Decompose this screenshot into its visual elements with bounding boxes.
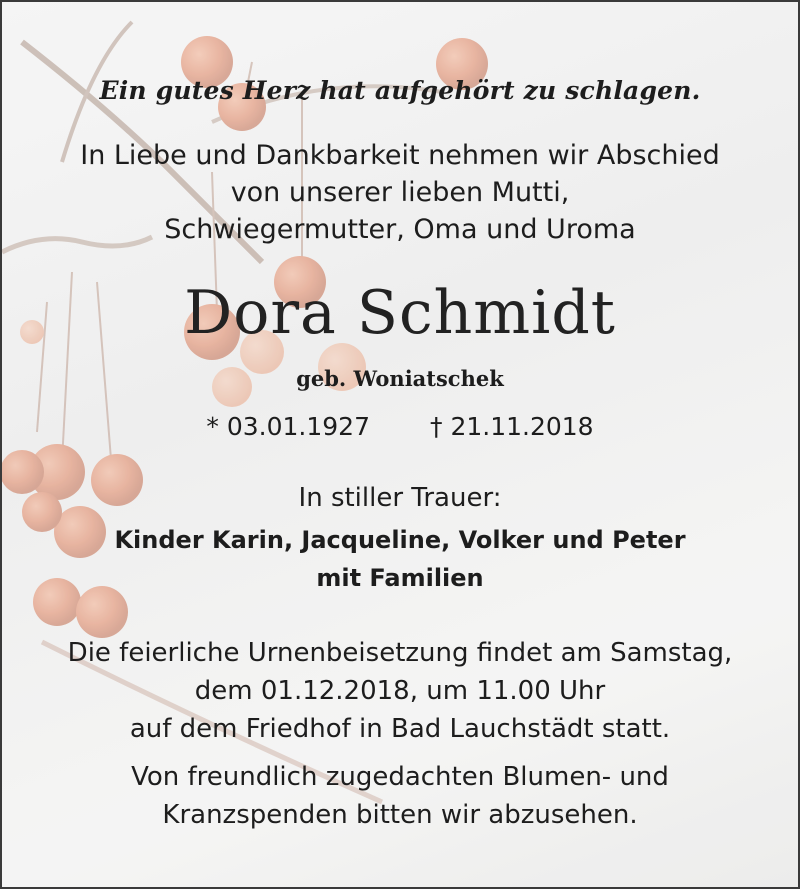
flowers-note-line: Kranzspenden bitten wir abzusehen. <box>162 800 638 830</box>
obituary-text <box>2 2 798 887</box>
ceremony-line: Die feierliche Urnenbeisetzung findet am Samstag, <box>67 638 733 668</box>
ceremony-line: dem 01.12.2018, um 11.00 Uhr <box>194 676 606 706</box>
intro-line: Schwiegermutter, Oma und Uroma <box>164 214 636 245</box>
intro-line: In Liebe und Dankbarkeit nehmen wir Abschied <box>80 140 720 171</box>
deceased-name: Dora Schmidt <box>184 278 616 348</box>
flowers-note-line: Von freundlich zugedachten Blumen- und <box>131 762 669 792</box>
mourners-line: Kinder Karin, Jacqueline, Volker und Peter <box>114 526 686 554</box>
mourning-label: In stiller Trauer: <box>298 483 502 513</box>
ceremony-line: auf dem Friedhof in Bad Lauchstädt statt. <box>129 714 671 744</box>
birth-date: * 03.01.1927 <box>206 412 370 441</box>
intro-line: von unserer lieben Mutti, <box>230 177 570 208</box>
birth-name: geb. Woniatschek <box>296 366 504 391</box>
death-date: † 21.11.2018 <box>430 412 594 441</box>
mourners-line: mit Familien <box>316 564 484 592</box>
life-dates <box>2 412 798 441</box>
headline: Ein gutes Herz hat aufgehört zu schlagen. <box>99 76 701 105</box>
